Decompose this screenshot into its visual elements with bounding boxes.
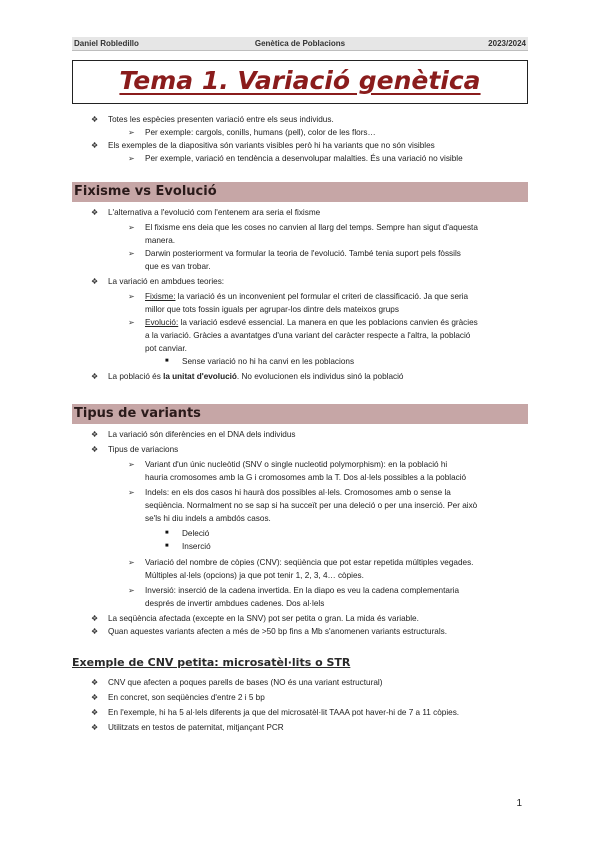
square-bullet-icon: ■ bbox=[165, 543, 169, 549]
list-item-continuation: pot canviar. bbox=[145, 344, 187, 353]
arrow-bullet-icon: ➢ bbox=[128, 488, 135, 497]
diamond-bullet-icon: ❖ bbox=[91, 723, 99, 732]
list-item: ❖ Tipus de variacions bbox=[91, 445, 179, 454]
diamond-bullet-icon: ❖ bbox=[91, 115, 99, 124]
list-item: ❖ CNV que afecten a poques parells de bases (NO és una variant estructural) bbox=[91, 678, 383, 687]
list-item: ❖ La variació en ambdues teories: bbox=[91, 277, 225, 286]
list-item-continuation: seqüència. Normalment no se sap si ha succeït per una deleció o per una inserció. Per això bbox=[145, 501, 478, 510]
header-year: 2023/2024 bbox=[488, 39, 526, 48]
list-item: ➢ Per exemple: cargols, conills, humans (pell), color de les flors… bbox=[128, 128, 376, 137]
arrow-bullet-icon: ➢ bbox=[128, 128, 135, 137]
list-item: ❖ Quan aquestes variants afecten a més de >50 bp fins a Mb s'anomenen variants estructurals. bbox=[91, 627, 448, 636]
page-title: Tema 1. Variació genètica bbox=[119, 66, 481, 95]
square-bullet-icon: ■ bbox=[165, 358, 169, 364]
diamond-bullet-icon: ❖ bbox=[91, 678, 99, 687]
intro-block bbox=[0, 113, 600, 165]
list-item: ➢ Inversió: inserció de la cadena invertida. En la diapo es veu la cadena complementaria bbox=[128, 586, 460, 595]
list-item: ❖ Els exemples de la diapositiva són variants visibles però hi ha variants que no són visibles bbox=[91, 141, 435, 150]
arrow-bullet-icon: ➢ bbox=[128, 154, 135, 163]
list-item-continuation: Múltiples al·lels (opcions) ja que pot tenir 1, 2, 3, 4… còpies. bbox=[145, 571, 364, 580]
page-number: 1 bbox=[516, 798, 522, 809]
list-item-continuation: se'ls hi diu indels a ambdós casos. bbox=[145, 514, 271, 523]
page-header bbox=[72, 37, 528, 51]
diamond-bullet-icon: ❖ bbox=[91, 445, 99, 454]
section-heading-fixisme: Fixisme vs Evolució bbox=[72, 182, 528, 202]
list-item-continuation: manera. bbox=[145, 236, 176, 245]
list-item: ➢ Variant d'un únic nucleòtid (SNV o single nucleotid polymorphism): en la població hi bbox=[128, 460, 448, 469]
diamond-bullet-icon: ❖ bbox=[91, 708, 99, 717]
diamond-bullet-icon: ❖ bbox=[91, 372, 99, 381]
diamond-bullet-icon: ❖ bbox=[91, 627, 99, 636]
list-item: ❖ En l'exemple, hi ha 5 al·lels diferents ja que del microsatèl·lit TAAA pot haver-hi de 7 a 11 còpies. bbox=[91, 708, 460, 717]
list-item-continuation: que es van trobar. bbox=[145, 262, 211, 271]
diamond-bullet-icon: ❖ bbox=[91, 141, 99, 150]
list-item: ➢ El fixisme ens deia que les coses no canvien al llarg del temps. Sempre han sigut d'aquesta bbox=[128, 223, 478, 232]
list-item: ❖ La població és la unitat d'evolució. No evolucionen els individus sinó la població bbox=[91, 372, 404, 381]
arrow-bullet-icon: ➢ bbox=[128, 460, 135, 469]
diamond-bullet-icon: ❖ bbox=[91, 208, 99, 217]
header-author: Daniel Robledillo bbox=[74, 39, 139, 48]
title-box bbox=[72, 60, 528, 104]
diamond-bullet-icon: ❖ bbox=[91, 430, 99, 439]
list-item: ➢ Variació del nombre de còpies (CNV): seqüència que pot estar repetida múltiples vegades. bbox=[128, 558, 474, 567]
list-item: ❖ En concret, son seqüències d'entre 2 i 5 bp bbox=[91, 693, 265, 702]
list-item-continuation: millor que tots fossin iguals per agrupar-los dintre dels mateixos grups bbox=[145, 305, 399, 314]
diamond-bullet-icon: ❖ bbox=[91, 277, 99, 286]
exemple-block bbox=[0, 676, 600, 734]
header-subject: Genètica de Poblacions bbox=[254, 39, 346, 48]
arrow-bullet-icon: ➢ bbox=[128, 223, 135, 232]
list-item-continuation: a la variació. Gràcies a avantatges d'una variant del caràcter respecte a l'altra, la població bbox=[145, 331, 471, 340]
arrow-bullet-icon: ➢ bbox=[128, 292, 135, 301]
list-item: ■ Inserció bbox=[165, 542, 211, 551]
list-item: ■ Deleció bbox=[165, 529, 210, 538]
list-item: ❖ La variació són diferències en el DNA dels individus bbox=[91, 430, 296, 439]
list-item: ■ Sense variació no hi ha canvi en les poblacions bbox=[165, 357, 355, 366]
fixisme-block bbox=[0, 206, 600, 383]
list-item-continuation: després de invertir ambdues cadenes. Dos al·lels bbox=[145, 599, 325, 608]
list-item: ➢ Darwin posteriorment va formular la teoria de l'evolució. També tenia suport pels fòssils bbox=[128, 249, 461, 258]
tipus-block bbox=[0, 428, 600, 638]
arrow-bullet-icon: ➢ bbox=[128, 249, 135, 258]
section-heading-tipus: Tipus de variants bbox=[72, 404, 528, 424]
arrow-bullet-icon: ➢ bbox=[128, 318, 135, 327]
subsection-heading-exemple: Exemple de CNV petita: microsatèl·lits o STR bbox=[72, 656, 351, 669]
arrow-bullet-icon: ➢ bbox=[128, 586, 135, 595]
square-bullet-icon: ■ bbox=[165, 530, 169, 536]
list-item: ➢ Fixisme: la variació és un inconvenient pel formular el criteri de classificació. Ja que seria bbox=[128, 292, 469, 301]
list-item: ❖ L'alternativa a l'evolució com l'entenem ara seria el fixisme bbox=[91, 208, 321, 217]
arrow-bullet-icon: ➢ bbox=[128, 558, 135, 567]
list-item: ❖ Utilitzats en testos de paternitat, mitjançant PCR bbox=[91, 723, 284, 732]
diamond-bullet-icon: ❖ bbox=[91, 614, 99, 623]
diamond-bullet-icon: ❖ bbox=[91, 693, 99, 702]
list-item: ❖ La seqüència afectada (excepte en la SNV) pot ser petita o gran. La mida és variable. bbox=[91, 614, 419, 623]
list-item: ➢ Per exemple, variació en tendència a desenvolupar malalties. És una variació no visible bbox=[128, 154, 463, 163]
list-item: ➢ Indels: en els dos casos hi haurà dos possibles al·lels. Cromosomes amb o sense la bbox=[128, 488, 451, 497]
list-item: ➢ Evolució: la variació esdevé essencial. La manera en que les poblacions canvien és gràcies bbox=[128, 318, 478, 327]
list-item: ❖ Totes les espècies presenten variació entre els seus individus. bbox=[91, 115, 334, 124]
list-item-continuation: hauria cromosomes amb la G i cromosomes amb la T. Dos al·lels possibles a la població bbox=[145, 473, 467, 482]
